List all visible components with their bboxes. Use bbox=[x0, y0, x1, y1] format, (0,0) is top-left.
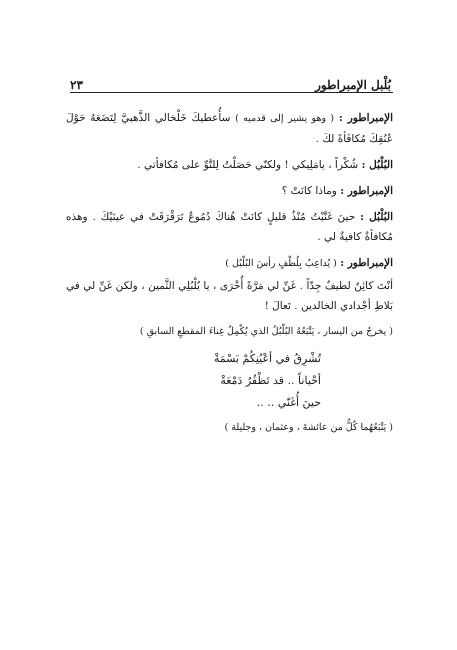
stage-direction-exit: ( يخرجُ من اليسار ، يَتْبَعُهُ البُلْبُلُ الذي يُكْمِلُ غِناءَ المقطعِ السابقِ ) bbox=[139, 326, 393, 337]
dialogue-text: وماذا كانَتْ ؟ bbox=[281, 185, 337, 197]
header-rule bbox=[70, 92, 393, 93]
speaker-name: الإمبراطور : bbox=[338, 112, 394, 124]
speaker-name: الإمبراطور : bbox=[340, 257, 393, 269]
page-body bbox=[66, 108, 393, 444]
verse-line: أحْياناً .. قد تَظْفُرُ دَمْعَةْ bbox=[220, 374, 321, 387]
dialogue-line bbox=[66, 181, 393, 201]
dialogue-text: حينَ غَنَّيْتُ مُنْذُ قليلٍ كانَتْ هُناكَ دُمُوعٌ تَرَقْرَقَتْ في عينَيْكَ . وهذه مُكافأةٌ كافيةٌ لي . bbox=[66, 211, 393, 243]
speaker-name: البُلْبُل : bbox=[360, 211, 393, 223]
speaker-name: الإمبراطور : bbox=[340, 185, 393, 197]
dialogue-line bbox=[66, 108, 393, 149]
emperor-speech: أنْتَ كائِنٌ لطيفٌ جِدّاً . غَنِّ لي مَرَّةً أُخْرَى ، يا بُلْبُلِي الثَّمين ، ولكن غَنِّ لي في بَلاطِ أجْدادي الخالدين . تَعالَ ! bbox=[66, 280, 393, 312]
dialogue-line bbox=[66, 155, 393, 175]
speaker-name: البُلْبُل : bbox=[361, 159, 393, 171]
page-number: ٢٣ bbox=[70, 78, 83, 92]
dialogue-line bbox=[66, 253, 393, 274]
header-title: بُلْبل الإمبراطور bbox=[315, 78, 391, 92]
stage-direction-follow: ( يَتْبَعُهُما كُلٌّ من عائشةَ ، وعثمان ، وجليلة ) bbox=[224, 422, 393, 433]
dialogue-text: سأُعطيكَ خَلْخالي الذَّهبيَّ لِتَضَعَهُ حَوْلَ عُنُقِكَ مُكافَأةً لكَ . bbox=[66, 112, 393, 145]
song-verse bbox=[66, 348, 393, 414]
dialogue-text: شُكْراً ، يامَلِيكي ! ولكنّي حَصَلْتُ لِلتَّوِّ على مُكافأتي . bbox=[137, 159, 359, 171]
dialogue-line bbox=[66, 207, 393, 247]
verse-line: حينَ أُغَنّي .. .. bbox=[256, 396, 321, 409]
verse-line: تُشْرِقُ في أعْيُنِكُمْ بَسْمَةْ bbox=[213, 352, 321, 365]
running-header bbox=[70, 74, 391, 92]
stage-direction: ( يُداعِبُ بِلُطْفٍ رأسَ البُلْبُل ) bbox=[225, 258, 337, 269]
stage-direction: ( وهو يشير إلى قدميه ) bbox=[235, 113, 335, 124]
